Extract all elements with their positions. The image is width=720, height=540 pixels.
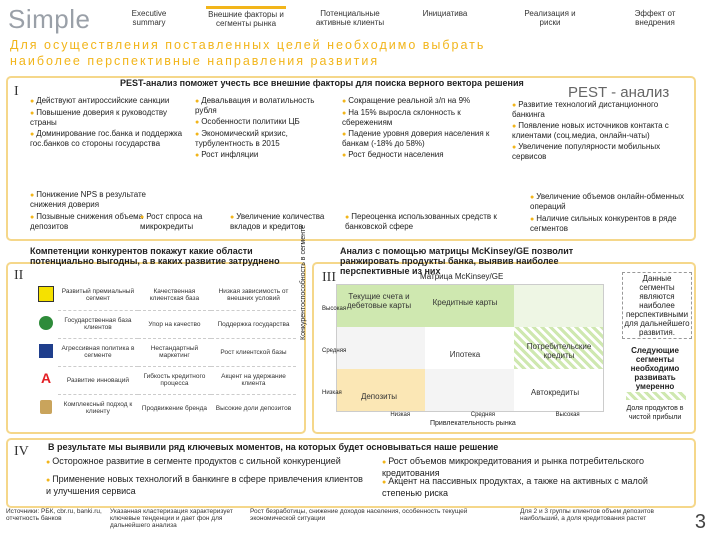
- pest-item: ● Увеличение популярности мобильных сервисов: [512, 142, 682, 161]
- conclusion-item: ● Акцент на пассивных продуктах, а также на активных с малой степенью риска: [382, 476, 682, 498]
- pest-item: ● Появление новых источников контакта с клиентами (соц.медиа, онлайн-чаты): [512, 121, 682, 140]
- effect-item: ● Рост спроса на микрокредиты: [140, 212, 225, 231]
- competitor-cell: Продвижение бренда: [141, 404, 208, 412]
- pest-item: ● Особенности политики ЦБ: [195, 117, 335, 127]
- section-1-title: PEST-анализ поможет учесть все внешние факторы для поиска верного вектора решения: [120, 78, 524, 88]
- competitor-cell: Качественная клиентская база: [138, 280, 211, 310]
- pest-item: ● Рост инфляции: [195, 150, 335, 160]
- competitor-cell: Комплексный подход к клиенту: [63, 401, 133, 416]
- section-1-numeral: I: [14, 84, 19, 99]
- x-level: Высокая: [555, 412, 580, 418]
- nav-item-external-factors[interactable]: Внешние факторы и сегменты рынка: [206, 6, 286, 28]
- pest-item: ● Доминирование гос.банка и поддержка гос.банков со стороны государства: [30, 129, 190, 148]
- matrix-cell: [337, 327, 425, 369]
- section-3-numeral: III: [322, 270, 336, 285]
- conclusion-item: ● Рост объемов микрокредитования и рынка потребительского кредитования: [382, 456, 682, 478]
- matrix-cell: [425, 369, 514, 411]
- nav-item-potential-clients[interactable]: Потенциальные активные клиенты: [315, 9, 385, 27]
- nav-item-risks[interactable]: Реализация и риски: [524, 9, 576, 27]
- matrix-y-levels: [322, 288, 346, 414]
- competitor-cell: Упор на качество: [138, 310, 211, 338]
- pest-label: PEST - анализ: [568, 84, 670, 101]
- pest-technological: [512, 100, 682, 161]
- competitor-cell: Развитый премиальный сегмент: [58, 280, 138, 310]
- footer-note: Указанная кластеризация характеризует ключевые тенденции и дает фон для дальнейшего анализа: [110, 508, 233, 529]
- x-level: Низкая: [390, 412, 411, 418]
- matrix-cell: [425, 327, 514, 369]
- section-4-title: В результате мы выявили ряд ключевых моментов, на которых будет основываться наше решение: [48, 442, 499, 452]
- pest-item: ● Повышение доверия к руководству страны: [30, 108, 190, 127]
- conclusion-item: ● Применение новых технологий в банкинге в сфере привлечения клиентов и улучшения сервиса: [46, 474, 366, 496]
- matrix-cell-deposits: [337, 369, 425, 411]
- nav-item-executive-summary[interactable]: Executive summary: [131, 9, 167, 27]
- bank-logo-icon: [39, 316, 53, 330]
- table-row: [34, 280, 296, 310]
- table-row: [34, 366, 296, 394]
- product-current-accounts[interactable]: Текущие счета и дебетовые карты: [346, 292, 412, 310]
- competitor-cell: Рост клиентской базы: [211, 338, 296, 366]
- effect-item: ● Переоценка использованных средств к банковской сфере: [345, 212, 515, 231]
- legend-mid: Следующие сегменты необходимо развивать умеренно: [630, 346, 680, 391]
- effect-item: ● Наличие сильных конкурентов в ряде сегментов: [530, 214, 690, 233]
- page-number: 3: [694, 511, 706, 533]
- matrix-x-levels: [360, 412, 610, 418]
- section-4-numeral: IV: [14, 444, 29, 459]
- product-deposits[interactable]: Депозиты: [360, 392, 398, 401]
- section-2-title: Компетенции конкурентов покажут какие области потенциально выгодны, а в каких развитие затруднено: [30, 246, 280, 266]
- pest-item: ● Девальвация и волатильность рубля: [195, 96, 335, 115]
- matrix-cell-top-right: [514, 285, 603, 327]
- pest-social: [342, 96, 502, 160]
- effect-item: ● Позывные снижения объема депозитов: [30, 212, 170, 231]
- table-row: [34, 310, 296, 338]
- footer-note: Рост безработицы, снижение доходов населения, особенность текущей экономической ситуации: [250, 508, 468, 522]
- competitor-cell: Поддержка государства: [211, 310, 296, 338]
- matrix-x-axis: Привлекательность рынка: [430, 420, 516, 427]
- competitor-cell: Низкая зависимость от внешних условий: [211, 280, 296, 310]
- brand-logo[interactable]: Simple: [8, 4, 91, 34]
- effect-item: ● Увеличение количества вкладов и кредитов: [230, 212, 340, 231]
- y-level: Низкая: [322, 390, 342, 396]
- competitor-cell: Развитие инноваций: [58, 366, 138, 394]
- pest-item: ● Сокращение реальной з/п на 9%: [342, 96, 502, 106]
- bank-logo-icon: [40, 400, 52, 414]
- product-consumer-loans[interactable]: Потребительские кредиты: [526, 342, 592, 360]
- matrix-title: Матрица McKinsey/GE: [420, 272, 504, 281]
- pest-political: [30, 96, 190, 148]
- pest-item: ● Падение уровня доверия населения к банкам (-18% до 58%): [342, 129, 502, 148]
- subtitle-line-2: наиболее перспективные направления развития: [10, 54, 380, 68]
- pest-item: ● Рост бедности населения: [342, 150, 502, 160]
- product-credit-cards[interactable]: Кредитные карты: [432, 298, 498, 307]
- legend-top: Данные сегменты являются наиболее перспективными для дальнейшего развития.: [622, 272, 692, 339]
- pest-item: ● Действуют антироссийские санкции: [30, 96, 190, 106]
- x-level: Средняя: [470, 412, 495, 418]
- effect-item: ● Увеличение объемов онлайн-обменных операций: [530, 192, 690, 211]
- legend-bottom: Доля продуктов в чистой прибыли: [626, 405, 684, 421]
- bank-logo-icon: A: [40, 370, 52, 386]
- matrix-y-axis: Конкурентоспособность в сегменте: [300, 225, 307, 340]
- competitor-cell: Высокие доли депозитов: [215, 404, 292, 412]
- footer-sources: Источники: РБК, cbr.ru, banki.ru, отчетность банков: [6, 508, 102, 522]
- conclusion-item: ● Осторожное развитие в сегменте продуктов с сильной конкуренцией: [46, 456, 366, 468]
- page-subtitle: [10, 37, 485, 69]
- pest-economic: [195, 96, 335, 160]
- y-level: Высокая: [322, 306, 347, 312]
- nav-item-initiative[interactable]: Инициатива: [422, 9, 468, 18]
- pest-item: ● Развитие технологий дистанционного банкинга: [512, 100, 682, 119]
- footer-note: Для 2 и 3 группы клиентов объем депозитов наибольший, а доля кредитования растет: [520, 508, 654, 522]
- y-level: Средняя: [322, 348, 347, 354]
- competitor-cell: Акцент на удержание клиента: [211, 366, 296, 394]
- legend-swatch: [626, 392, 686, 400]
- section-3-title: Анализ с помощью матрицы McKinsey/GE позволит ранжировать продукты банка, выявив наиболее перспективные из них: [340, 246, 574, 276]
- bank-logo-icon: [38, 286, 54, 302]
- table-row: [34, 394, 296, 422]
- effect-item: ● Понижение NPS в результате снижения доверия: [30, 190, 170, 209]
- section-2-numeral: II: [14, 268, 24, 283]
- subtitle-line-1: Для осуществления поставленных целей необходимо выбрать: [10, 38, 486, 52]
- product-mortgage[interactable]: Ипотека: [449, 350, 481, 359]
- nav-item-effect[interactable]: Эффект от внедрения: [634, 9, 676, 27]
- bank-logo-icon: [39, 344, 53, 358]
- pest-item: ● Экономический кризис, турбулентность в 2015: [195, 129, 335, 148]
- competitor-table: [34, 280, 296, 422]
- competitor-cell: Государственная база клиентов: [58, 310, 138, 338]
- competitor-cell: Гибкость кредитного процесса: [138, 366, 211, 394]
- pest-effects-right: [530, 192, 690, 233]
- competitor-cell: Нестандартный маркетинг: [138, 338, 211, 366]
- competitor-cell: Агрессивная политика в сегменте: [58, 338, 138, 366]
- product-auto-loans[interactable]: Автокредиты: [530, 388, 580, 397]
- table-row: [34, 338, 296, 366]
- pest-item: ● На 15% выросла склонность к сбережениям: [342, 108, 502, 127]
